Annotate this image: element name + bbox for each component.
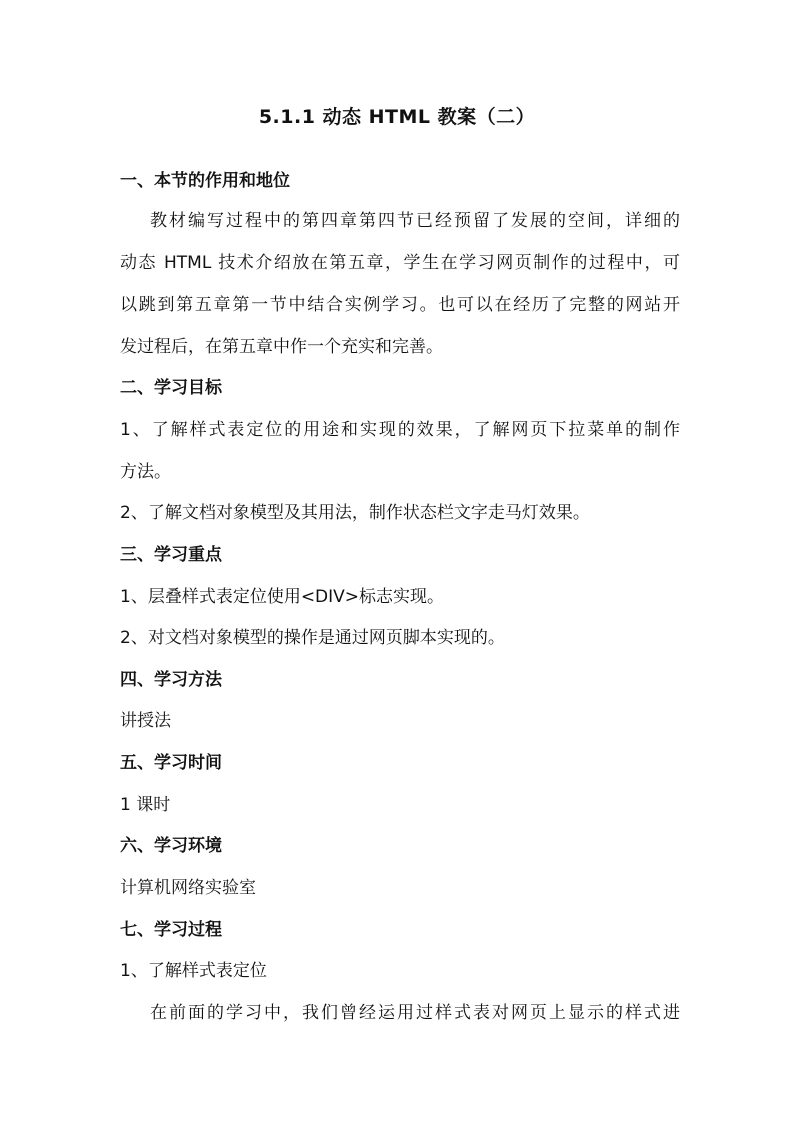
document-title: 5.1.1 动态 HTML 教案（二） <box>258 106 536 128</box>
paragraph-line: 动态 HTML 技术介绍放在第五章，学生在学习网页制作的过程中，可 <box>120 253 680 273</box>
paragraph-line: 教材编写过程中的第四章第四节已经预留了发展的空间，详细的 <box>150 211 680 231</box>
paragraph-line: 2、了解文档对象模型及其用法，制作状态栏文字走马灯效果。 <box>120 503 590 523</box>
paragraph-line: 1 课时 <box>120 795 171 815</box>
paragraph-line: 1、了解样式表定位 <box>120 961 267 981</box>
paragraph-line: 2、对文档对象模型的操作是通过网页脚本实现的。 <box>120 628 505 648</box>
section-heading-environment: 六、学习环境 <box>120 836 222 856</box>
section-heading-key-points: 三、学习重点 <box>120 545 222 565</box>
paragraph-line: 在前面的学习中，我们曾经运用过样式表对网页上显示的样式进 <box>150 1003 680 1023</box>
paragraph-line: 讲授法 <box>120 711 171 731</box>
paragraph-line: 计算机网络实验室 <box>120 878 256 898</box>
paragraph-line: 方法。 <box>120 462 171 482</box>
paragraph-line: 发过程后，在第五章中作一个充实和完善。 <box>120 337 443 357</box>
paragraph-line: 1、层叠样式表定位使用<DIV>标志实现。 <box>120 587 445 607</box>
section-heading-role: 一、本节的作用和地位 <box>120 171 290 191</box>
section-heading-time: 五、学习时间 <box>120 753 222 773</box>
section-heading-objectives: 二、学习目标 <box>120 378 222 398</box>
paragraph-line: 1、了解样式表定位的用途和实现的效果，了解网页下拉菜单的制作 <box>120 420 680 440</box>
section-heading-method: 四、学习方法 <box>120 670 222 690</box>
section-heading-process: 七、学习过程 <box>120 920 222 940</box>
paragraph-line: 以跳到第五章第一节中结合实例学习。也可以在经历了完整的网站开 <box>120 295 680 315</box>
